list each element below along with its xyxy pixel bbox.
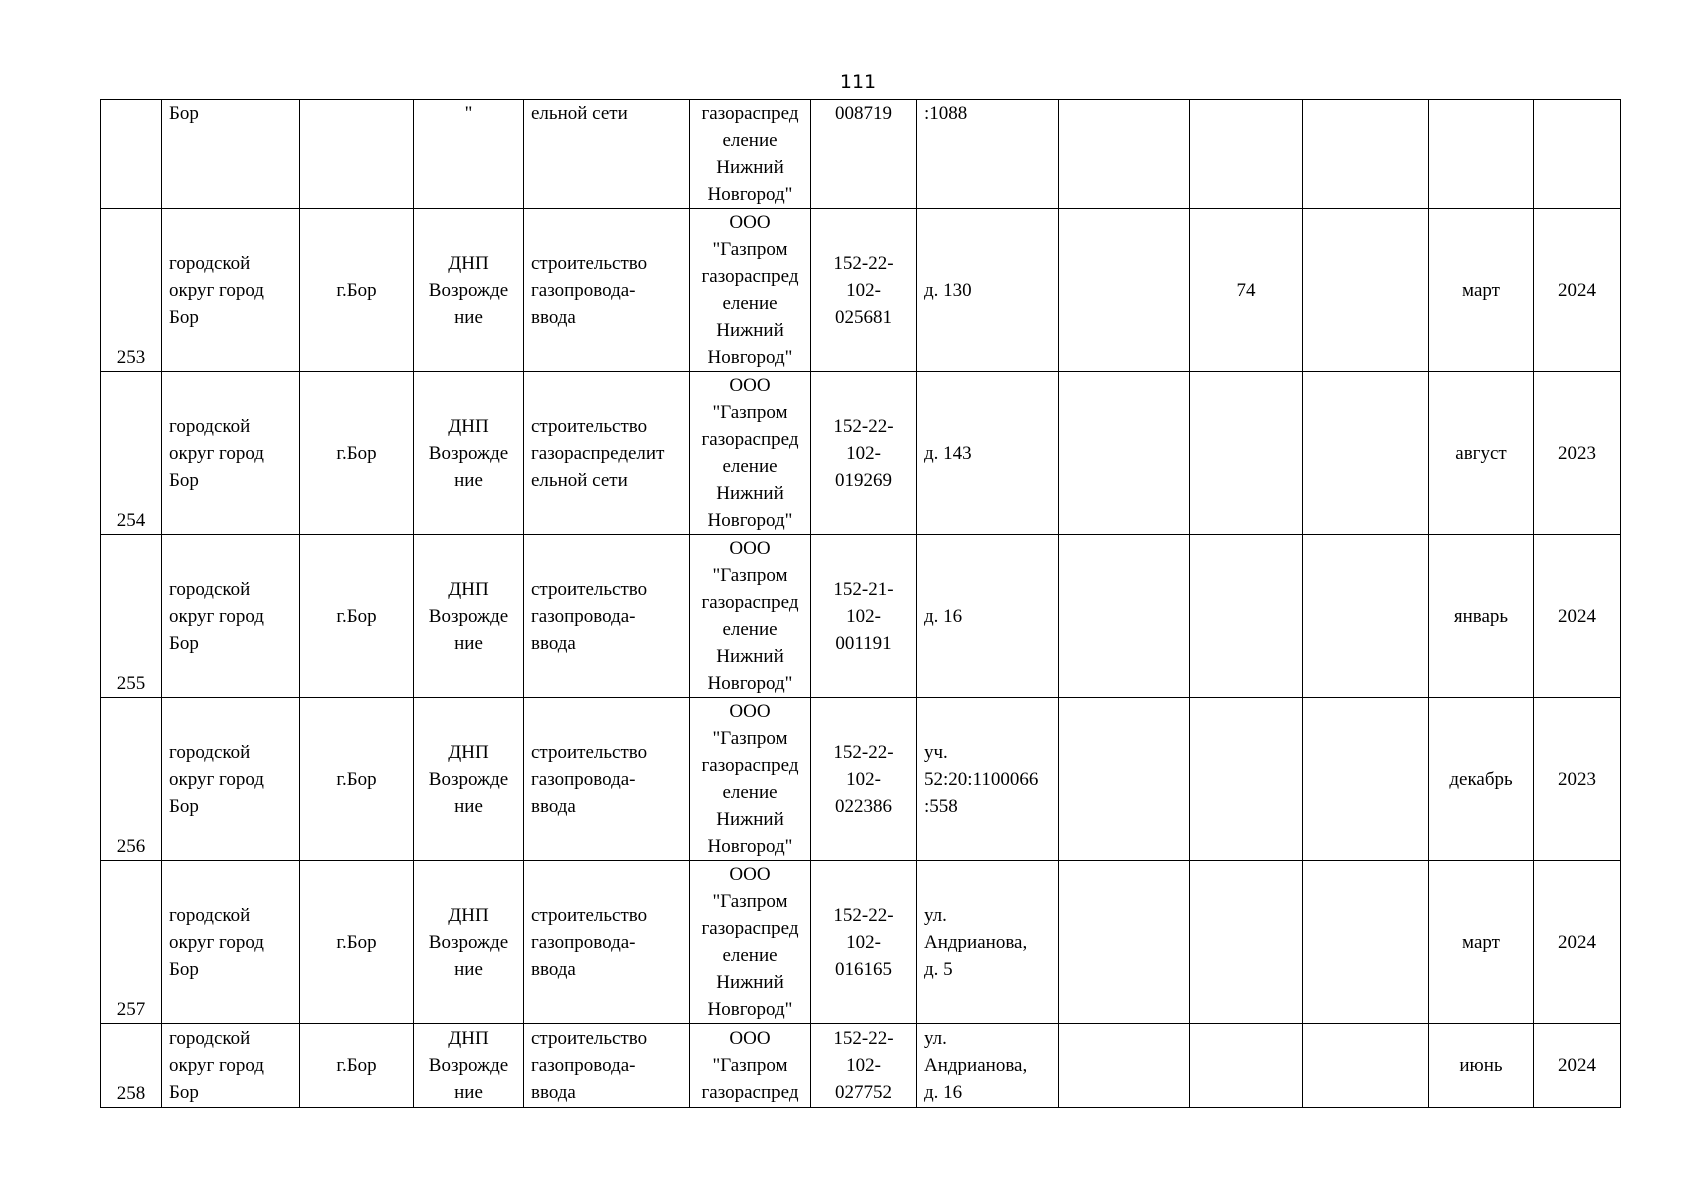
cell-object: ДНП Возрожде ние [414,372,524,535]
cell-address: д. 143 [917,372,1059,535]
cell-object: ДНП Возрожде ние [414,535,524,698]
page-number: 111 [839,71,877,93]
cell-month: март [1429,861,1534,1024]
cell-year: 2024 [1534,209,1621,372]
table-row [101,861,1621,1024]
cell-month: август [1429,372,1534,535]
cell-district: Бор [162,100,300,209]
cell-col11 [1303,209,1429,372]
cell-contract: 008719 [811,100,917,209]
table-row [101,535,1621,698]
cell-col9 [1059,372,1190,535]
cell-work: строительство газопровода- ввода [524,1024,690,1108]
registry-table [100,99,1621,1108]
cell-organization: ООО "Газпром газораспред еление Нижний Новгород" [690,535,811,698]
cell-year: 2023 [1534,698,1621,861]
cell-month [1429,100,1534,209]
cell-year [1534,100,1621,209]
cell-number: 253 [101,209,162,372]
cell-month: июнь [1429,1024,1534,1108]
cell-contract: 152-22- 102- 025681 [811,209,917,372]
cell-address: д. 130 [917,209,1059,372]
cell-col11 [1303,698,1429,861]
cell-col11 [1303,1024,1429,1108]
cell-object: ДНП Возрожде ние [414,698,524,861]
cell-object: ДНП Возрожде ние [414,861,524,1024]
cell-col9 [1059,1024,1190,1108]
cell-district: городской округ город Бор [162,209,300,372]
cell-contract: 152-22- 102- 027752 [811,1024,917,1108]
table-row-continuation [101,100,1621,209]
cell-organization: ООО "Газпром газораспред еление Нижний Новгород" [690,861,811,1024]
cell-work: строительство газораспределит ельной сети [524,372,690,535]
cell-locality: г.Бор [300,698,414,861]
cell-number [101,100,162,209]
cell-address: д. 16 [917,535,1059,698]
cell-col9 [1059,535,1190,698]
cell-year: 2023 [1534,372,1621,535]
cell-district: городской округ город Бор [162,1024,300,1108]
cell-work: строительство газопровода- ввода [524,861,690,1024]
cell-contract: 152-22- 102- 016165 [811,861,917,1024]
cell-address: уч. 52:20:1100066 :558 [917,698,1059,861]
cell-number: 258 [101,1024,162,1108]
cell-col10 [1190,1024,1303,1108]
cell-work: строительство газопровода- ввода [524,698,690,861]
cell-locality: г.Бор [300,535,414,698]
cell-organization: ООО "Газпром газораспред еление Нижний Новгород" [690,209,811,372]
cell-address: ул. Андрианова, д. 16 [917,1024,1059,1108]
table-row [101,209,1621,372]
table-row-cut [101,1024,1621,1108]
cell-col9 [1059,861,1190,1024]
cell-object: ДНП Возрожде ние [414,1024,524,1108]
cell-district: городской округ город Бор [162,372,300,535]
cell-col9 [1059,100,1190,209]
cell-organization: ООО "Газпром газораспред [690,1024,811,1108]
cell-year: 2024 [1534,535,1621,698]
cell-organization: ООО "Газпром газораспред еление Нижний Новгород" [690,698,811,861]
cell-col9 [1059,209,1190,372]
cell-year: 2024 [1534,1024,1621,1108]
cell-locality: г.Бор [300,1024,414,1108]
cell-object: " [414,100,524,209]
cell-col10: 74 [1190,209,1303,372]
cell-col10 [1190,698,1303,861]
cell-year: 2024 [1534,861,1621,1024]
cell-object: ДНП Возрожде ние [414,209,524,372]
cell-work: строительство газопровода- ввода [524,209,690,372]
table-row [101,698,1621,861]
cell-number: 256 [101,698,162,861]
cell-col10 [1190,100,1303,209]
cell-number: 255 [101,535,162,698]
cell-locality: г.Бор [300,209,414,372]
cell-month: март [1429,209,1534,372]
cell-locality: г.Бор [300,861,414,1024]
cell-col10 [1190,861,1303,1024]
cell-address: ул. Андрианова, д. 5 [917,861,1059,1024]
cell-district: городской округ город Бор [162,861,300,1024]
cell-locality: г.Бор [300,372,414,535]
cell-col10 [1190,372,1303,535]
cell-district: городской округ город Бор [162,698,300,861]
cell-address: :1088 [917,100,1059,209]
cell-number: 257 [101,861,162,1024]
cell-month: январь [1429,535,1534,698]
cell-col11 [1303,535,1429,698]
cell-district: городской округ город Бор [162,535,300,698]
cell-col10 [1190,535,1303,698]
cell-contract: 152-22- 102- 022386 [811,698,917,861]
table-row [101,372,1621,535]
cell-month: декабрь [1429,698,1534,861]
cell-contract: 152-22- 102- 019269 [811,372,917,535]
cell-contract: 152-21- 102- 001191 [811,535,917,698]
cell-col11 [1303,861,1429,1024]
cell-organization: газораспред еление Нижний Новгород" [690,100,811,209]
cell-col9 [1059,698,1190,861]
cell-locality [300,100,414,209]
cell-work: ельной сети [524,100,690,209]
cell-col11 [1303,100,1429,209]
cell-number: 254 [101,372,162,535]
cell-work: строительство газопровода- ввода [524,535,690,698]
cell-organization: ООО "Газпром газораспред еление Нижний Новгород" [690,372,811,535]
cell-col11 [1303,372,1429,535]
